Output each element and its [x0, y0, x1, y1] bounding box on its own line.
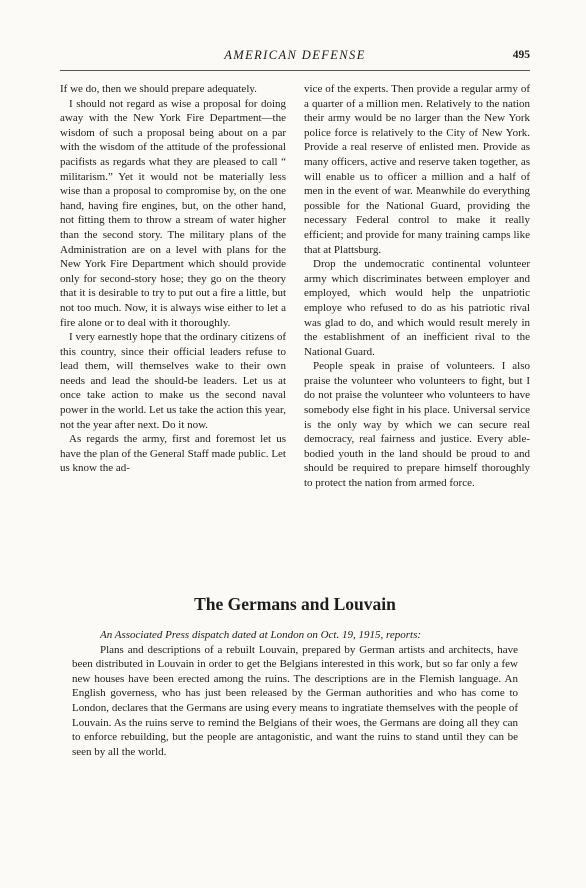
two-column-text	[60, 82, 530, 491]
right-column	[304, 82, 530, 491]
paragraph: People speak in praise of volunteers. I also praise the volunteer who volunteers to fight, but I do not praise the volunteer who volunteers to have somebody else fight in his place. Universal service is the only way by which we can secure real democracy, real fairness and justice. Every able-bodied youth in the land should be proud to and should be required to prepare himself thoroughly to protect the nation from armed force.	[304, 360, 530, 490]
running-head	[60, 48, 530, 68]
article-body	[72, 628, 518, 759]
header-rule	[60, 70, 530, 71]
paragraph: If we do, then we should prepare adequately.	[60, 83, 257, 95]
article-intro: An Associated Press dispatch dated at London on Oct. 19, 1915, reports:	[100, 629, 422, 641]
paragraph: As regards the army, first and foremost let us have the plan of the General Staff made public. Let us know the ad-	[60, 433, 286, 475]
running-title: AMERICAN DEFENSE	[224, 48, 366, 62]
paragraph: vice of the experts. Then provide a regular army of a quarter of a million men. Relatively to the nation their army would be no larger than the New York police force is relatively to the City of New York. Provide a real reserve of enlisted men. Provide as many officers, active and reserve taken together, as will enable us to officer a million and a half of men in the event of war. Meanwhile do everything possible for the National Guard, providing the necessary Federal control to make it really efficient; and provide for many training camps like that at Plattsburg.	[304, 83, 530, 256]
page-number: 495	[512, 49, 530, 61]
article-title: The Germans and Louvain	[194, 594, 396, 614]
article-paragraph: Plans and descriptions of a rebuilt Louvain, prepared by German artists and architects, have been distributed in Louvain in order to get the Belgians interested in this work, but so far only a few new houses have been erected among the ruins. The descriptions are in the Flemish language. An English governess, who has just been released by the German authorities and who has come to London, declares that the Germans are using every means to ingratiate themselves with the people of Louvain. As the ruins serve to remind the Belgians of their woes, the Germans are doing all they can to enforce rebuilding, but the people are antagonistic, and want the ruins to stand until they can be seen by all the world.	[72, 643, 518, 758]
left-column	[60, 82, 286, 491]
paragraph: Drop the undemocratic continental volunteer army which discriminates between employer and employed, which would help the unpatriotic employe who refused to do as his patriotic rival was glad to do, and which would result merely in the establishment of an inefficient rival to the National Guard.	[304, 258, 530, 358]
paragraph: I should not regard as wise a proposal for doing away with the New York Fire Department—the wisdom of such a proposal being about on a par with the wisdom of the attitude of the professional pacifists as regards what they are pleased to call “ militarism.” Yet it would not be materially less wise than a proposal to compromise by, on the one hand, having fire engines, but, on the other hand, not fitting them to throw a stream of water higher than the second story. The military plans of the Administration are on a level with plans for the New York Fire Department which should provide only for second-story hose; they go on the theory that it is desirable to try to put out a fire a little, but not too much. Now, it is always wise either to let a fire alone or to deal with it thoroughly.	[60, 97, 286, 329]
paragraph: I very earnestly hope that the ordinary citizens of this country, since their official leaders refuse to lead them, will themselves wake to their own needs and lead the should-be leaders. Let us at once take action to make us the second naval power in the world. Let us take the action this year, not the year after next. Do it now.	[60, 331, 286, 431]
